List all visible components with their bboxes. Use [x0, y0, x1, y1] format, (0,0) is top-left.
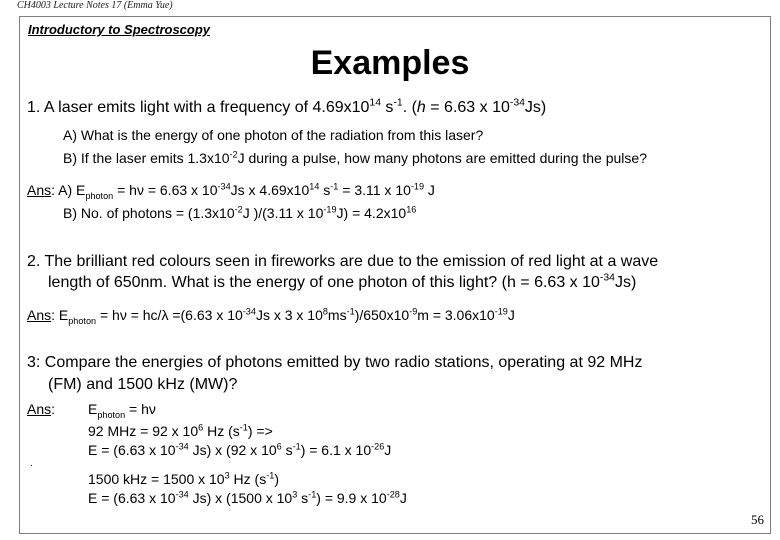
answer-3-line-1: $E_{photon} = h\nu$: [88, 401, 156, 420]
question-1-part-b: B) If the laser emits $1.3x10^{-2}J$ during a pulse, how many photons are emitted during the pulse?: [63, 149, 647, 166]
answer-3-line-5: E = (6.63 x $10^{-34}$ Js) x (1500 x $10^3$ $s^{-1}) = 9.9$ x $10^{-28}J$: [88, 489, 407, 506]
answer-3-line-3: E = (6.63 x $10^{-34}$ Js) x (92 x $10^6$ $s^{-1}) = 6.1$ x $10^{-26}J$: [88, 441, 392, 458]
question-3-line-2: (FM) and 1500 kHz (MW)?: [48, 376, 238, 393]
answer-3-label: Ans:: [27, 401, 56, 417]
header-note: CH4003 Lecture Notes 17 (Emma Yue): [17, 0, 173, 11]
stray-dot: .: [30, 458, 33, 469]
slide-title: [0, 44, 780, 83]
answer-1-b: B) No. of photons = ($1.3x10^{-2}J$ )/(3.11 x $10^{-19}J) = 4.2x10^{16}$: [63, 204, 417, 221]
answer-2: Ans: $E_{photon} = h\nu = hc/\lambda =(6.63$ x $10^{-34}Js$ x 3 x $10^8ms^{-1})/650x10^{-9}m = 3.06x10^{-19}J$: [27, 306, 515, 326]
question-1-part-a: A) What is the energy of one photon of the radiation from this laser?: [63, 127, 484, 143]
answer-3-line-4: 1500 kHz = 1500 x $10^3$ Hz $(s^{-1})$: [88, 470, 279, 487]
slide-title-text: Examples: [310, 44, 470, 82]
section-title: Introductory to Spectroscopy: [28, 22, 211, 37]
answer-1-a: Ans: A) $E_{photon} = h\nu = 6.63$ x $10^{-34}Js$ x $4.69x10^{14}$ $s^{-1} = 3.11$ x $10^{-19}$ J: [27, 181, 435, 201]
page-number: 56: [751, 512, 764, 527]
question-3-line-1: 3: Compare the energies of photons emitted by two radio stations, operating at 92 MHz: [27, 354, 643, 371]
question-2-line-2: length of 650nm. What is the energy of one photon of this light? (h = 6.63 x $10^{-34}Js$): [48, 272, 637, 291]
question-1: 1. A laser emits light with a frequency of $4.69x10^{14}$ $s^{-1}$. (h = 6.63 x $10^{-34}Js$): [27, 97, 547, 116]
question-2-line-1: 2. The brilliant red colours seen in fireworks are due to the emission of red light at a wave: [27, 253, 659, 270]
answer-3-line-2: 92 MHz = 92 x $10^6$ Hz $(s^{-1})$ =>: [88, 422, 273, 439]
